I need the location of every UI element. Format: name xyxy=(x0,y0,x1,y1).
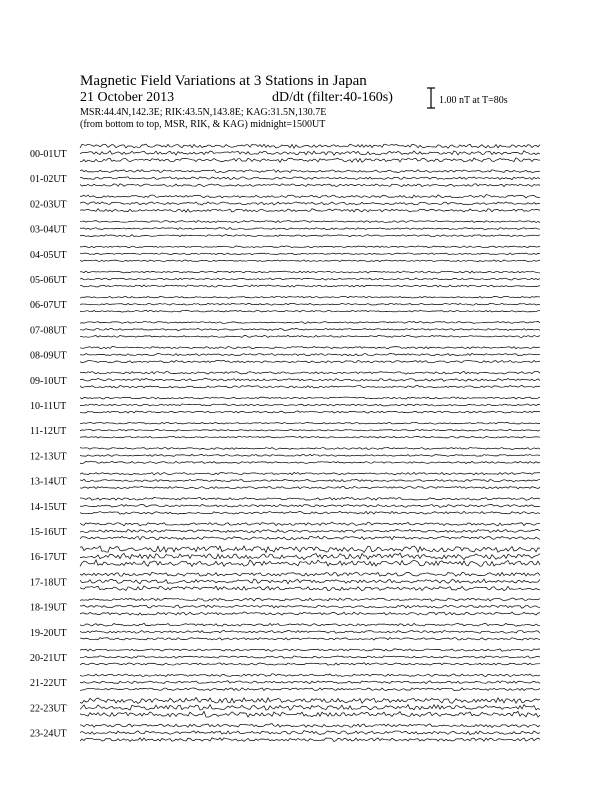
trace-rik xyxy=(80,605,540,608)
trace-rik xyxy=(80,253,540,255)
trace-msr xyxy=(80,285,540,287)
trace-kag xyxy=(80,170,540,173)
scale-label: 1.00 nT at T=80s xyxy=(439,95,508,106)
hour-label: 10-11UT xyxy=(30,401,67,412)
trace-rik xyxy=(80,353,540,355)
trace-kag xyxy=(80,674,540,677)
trace-msr xyxy=(80,209,540,212)
hour-label: 11-12UT xyxy=(30,426,67,438)
hour-label: 00-01UT xyxy=(30,149,67,160)
trace-rik xyxy=(80,730,540,734)
hour-label: 08-09UT xyxy=(30,350,67,362)
trace-rik xyxy=(80,504,540,507)
trace-rik xyxy=(80,303,540,305)
scale-bar xyxy=(427,88,508,108)
trace-kag xyxy=(80,321,540,323)
trace-rik xyxy=(80,681,540,684)
hour-label: 04-05UT xyxy=(30,249,67,261)
trace-kag xyxy=(80,497,540,500)
trace-kag xyxy=(80,296,540,298)
trace-msr xyxy=(80,310,540,312)
trace-rik xyxy=(80,529,540,532)
trace-kag xyxy=(80,422,540,424)
hour-label: 03-04UT xyxy=(30,224,67,236)
trace-kag xyxy=(80,649,540,652)
trace-kag xyxy=(80,144,540,148)
trace-rik xyxy=(80,479,540,481)
trace-msr xyxy=(80,663,540,666)
station-coordinates: MSR:44.4N,142.3E; RIK:43.5N,143.8E; KAG:31.5N,130.7E xyxy=(80,107,327,118)
trace-msr xyxy=(80,612,540,615)
trace-msr xyxy=(80,536,540,540)
trace-msr xyxy=(80,586,540,591)
hour-label: 19-20UT xyxy=(30,627,67,639)
trace-kag xyxy=(80,724,540,728)
trace-kag xyxy=(80,697,540,703)
trace-kag xyxy=(80,346,540,348)
trace-rik xyxy=(80,202,540,205)
trace-msr xyxy=(80,688,540,691)
trace-msr xyxy=(80,411,540,413)
trace-kag xyxy=(80,522,540,526)
trace-msr xyxy=(80,560,540,567)
trace-rik xyxy=(80,278,540,280)
hour-rows xyxy=(30,144,540,741)
hour-label: 15-16UT xyxy=(30,527,67,538)
trace-msr xyxy=(80,436,540,438)
hour-label: 18-19UT xyxy=(30,602,67,614)
trace-rik xyxy=(80,656,540,659)
trace-msr xyxy=(80,711,540,717)
trace-msr xyxy=(80,637,540,640)
hour-label: 01-02UT xyxy=(30,174,67,186)
trace-kag xyxy=(80,447,540,449)
hour-label: 09-10UT xyxy=(30,375,67,387)
trace-rik xyxy=(80,553,540,560)
trace-kag xyxy=(80,221,540,223)
hour-label: 12-13UT xyxy=(30,451,67,463)
trace-order-note: (from bottom to top, MSR, RIK, & KAG) midnight=1500UT xyxy=(80,119,326,130)
trace-rik xyxy=(80,227,540,229)
hour-label: 22-23UT xyxy=(30,703,67,715)
hour-label: 13-14UT xyxy=(30,476,67,488)
hour-label: 06-07UT xyxy=(30,300,67,312)
trace-msr xyxy=(80,158,540,163)
hour-label: 16-17UT xyxy=(30,552,67,564)
hour-label: 17-18UT xyxy=(30,577,67,589)
hour-label: 21-22UT xyxy=(30,678,67,690)
hour-label: 07-08UT xyxy=(30,325,67,337)
chart-quantity: dD/dt (filter:40-160s) xyxy=(272,90,393,105)
trace-kag xyxy=(80,195,540,198)
trace-kag xyxy=(80,623,540,626)
trace-rik xyxy=(80,579,540,584)
hour-label: 02-03UT xyxy=(30,199,67,211)
hour-label: 23-24UT xyxy=(30,728,67,740)
trace-kag xyxy=(80,397,540,399)
trace-kag xyxy=(80,546,540,553)
hour-label: 20-21UT xyxy=(30,653,67,664)
trace-msr xyxy=(80,461,540,463)
trace-rik xyxy=(80,429,540,431)
trace-rik xyxy=(80,328,540,330)
chart-title: Magnetic Field Variations at 3 Stations in Japan xyxy=(80,73,367,89)
trace-msr xyxy=(80,360,540,362)
trace-rik xyxy=(80,151,540,155)
trace-msr xyxy=(80,738,540,742)
hour-label: 14-15UT xyxy=(30,501,67,513)
trace-msr xyxy=(80,385,540,388)
trace-rik xyxy=(80,378,540,381)
trace-msr xyxy=(80,235,540,237)
trace-kag xyxy=(80,246,540,248)
chart-date: 21 October 2013 xyxy=(80,90,175,105)
trace-kag xyxy=(80,371,540,374)
trace-kag xyxy=(80,572,540,576)
trace-rik xyxy=(80,177,540,180)
trace-msr xyxy=(80,260,540,262)
trace-kag xyxy=(80,598,540,601)
trace-rik xyxy=(80,404,540,406)
trace-msr xyxy=(80,335,540,337)
trace-msr xyxy=(80,486,540,488)
hour-label: 05-06UT xyxy=(30,275,67,286)
trace-msr xyxy=(80,511,540,514)
trace-rik xyxy=(80,630,540,633)
trace-rik xyxy=(80,454,540,456)
trace-kag xyxy=(80,472,540,475)
trace-rik xyxy=(80,705,540,711)
trace-msr xyxy=(80,184,540,187)
trace-kag xyxy=(80,271,540,273)
